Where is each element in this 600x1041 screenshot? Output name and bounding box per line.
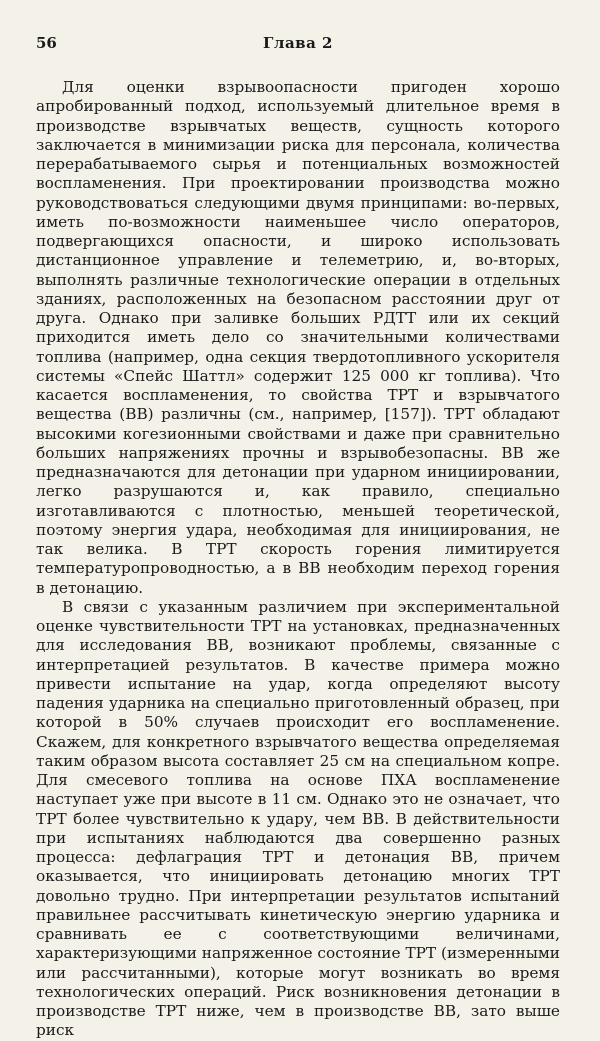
paragraph: В связи с указанным различием при экспериментальной оценке чувствительности ТРТ на установках, предназначенных для исследования ВВ, возникают проблемы, связанные с интерпретацией результатов. В качестве примера можно привести испытание на удар, когда определяют высоту падения ударника на специально приготовленный образец, при которой в 50% случаев происходит его воспламенение. Скажем, для конкретного взрывчатого вещества определяемая таким образом высота составляет 25 см на специальном копре. Для смесевого топлива на основе ПХА воспламенение наступает уже при высоте в 11 см. Однако это не означает, что ТРТ более чувствительно к удару, чем ВВ. В действительности при испытаниях наблюдаются два совершенно разных процесса: дефлаграция ТРТ и детонация ВВ, причем оказывается, что инициировать детонацию многих ТРТ довольно трудно. При интерпретации результатов испытаний правильнее рассчитывать кинетическую энергию ударника и сравнивать ее с соответствующими величинами, характеризующими напряженное состояние ТРТ (измеренными или рассчитанными), которые могут возникать во время технологических операций. Риск возникновения детонации в производстве ТРТ ниже, чем в производстве ВВ, зато выше риск xyxy=(36,597,560,1040)
chapter-title: Глава 2 xyxy=(263,34,333,52)
paragraph: Для оценки взрывоопасности пригоден хорошо апробированный подход, используемый длительное время в производстве взрывчатых веществ, сущность которого заключается в минимизации риска для персонала, количества перерабатываемого сырья и потенциальных возможностей воспламенения. При проектировании производства можно руководствоваться следующими двумя принципами: во-первых, иметь по-возможности наименьшее число операторов, подвергающихся опасности, и широко использовать дистанционное управление и телеметрию, и, во-вторых, выполнять различные технологические операции в отдельных зданиях, расположенных на безопасном расстоянии друг от друга. Однако при заливке больших РДТТ или их секций приходится иметь дело со значительными количествами топлива (например, одна секция твердотопливного ускорителя системы «Спейс Шаттл» содержит 125 000 кг топлива). Что касается воспламенения, то свойства ТРТ и взрывчатого вещества (ВВ) различны (см., например, [157]). ТРТ обладают высокими когезионными свойствами и даже при сравнительно больших напряжениях прочны и взрывобезопасны. ВВ же предназначаются для детонации при ударном инициировании, легко разрушаются и, как правило, специально изготавливаются с плотностью, меньшей теоретической, поэтому энергия удара, необходимая для инициирования, не так велика. В ТРТ скорость горения лимитируется температуропроводностью, а в ВВ необходим переход горения в детонацию. xyxy=(36,78,560,597)
page-header xyxy=(36,34,560,60)
body-text xyxy=(36,78,560,1041)
page-number: 56 xyxy=(36,34,57,52)
